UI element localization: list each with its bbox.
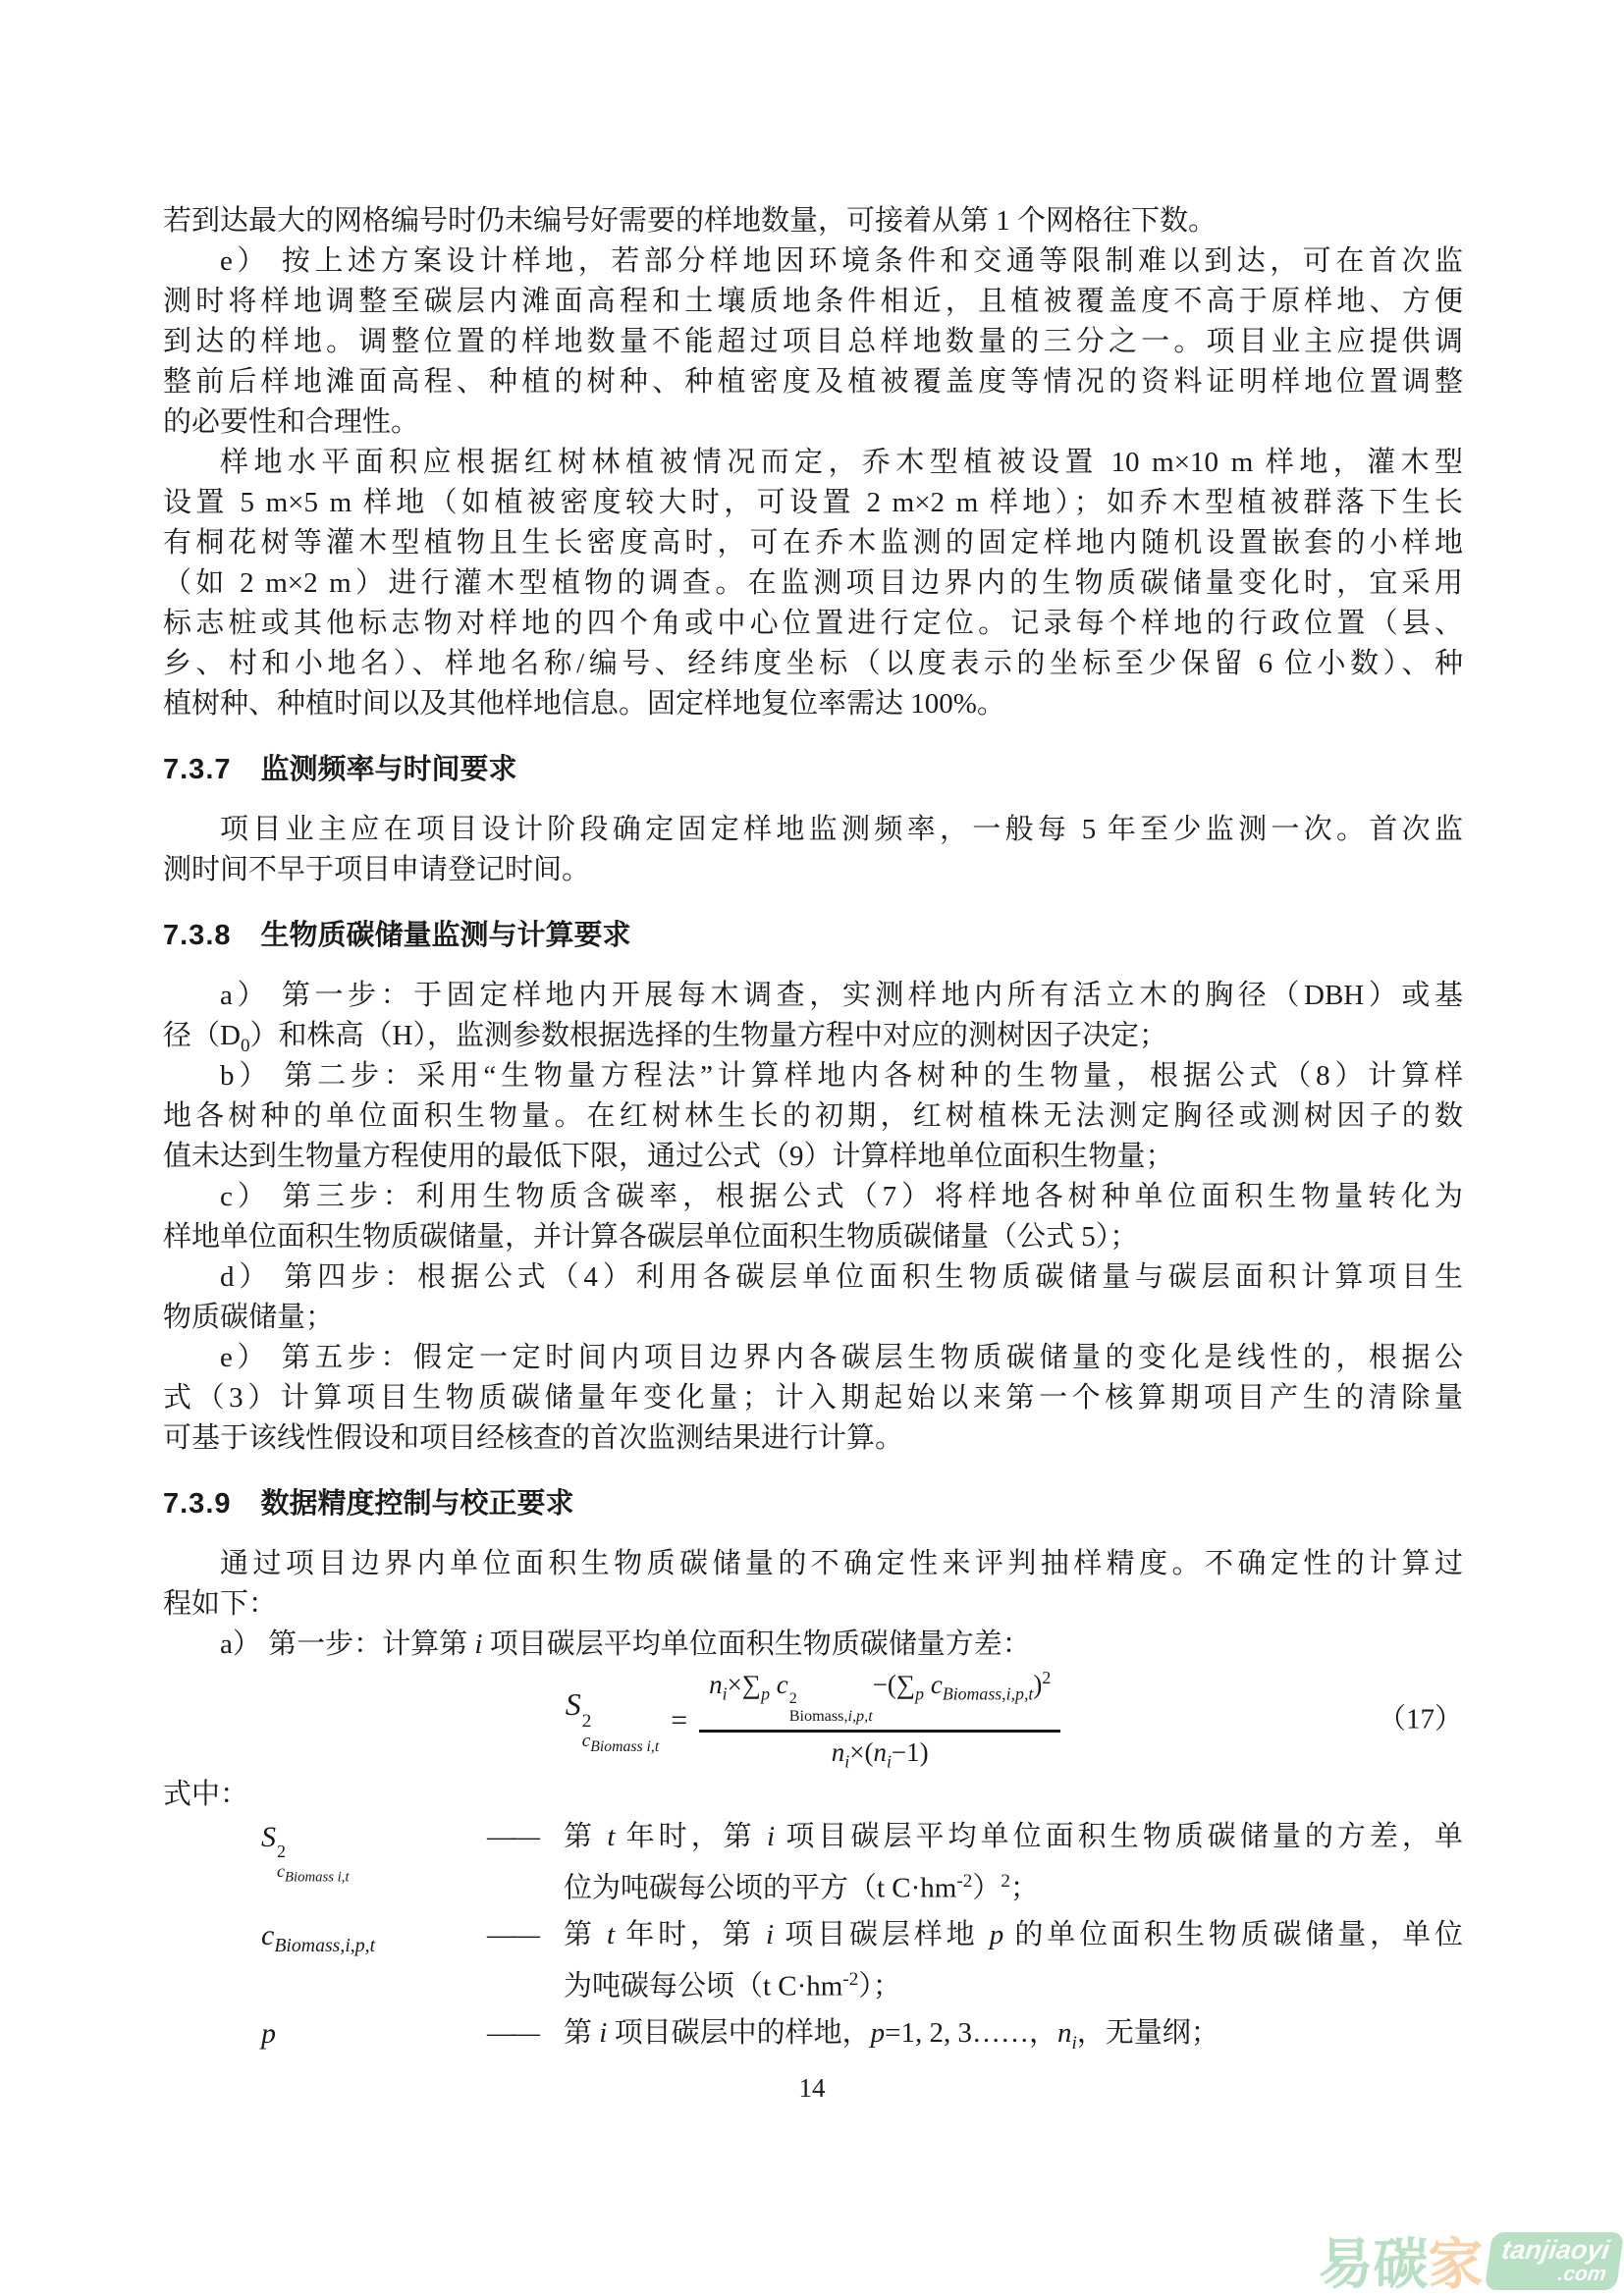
text-line: 整前后样地滩面高程、种植的树种、种植密度及植被覆盖度等情况的资料证明样地位置调整 xyxy=(163,366,1463,398)
definition-symbol: S 2 $c_{Biomass i,t}$ xyxy=(261,1821,350,1886)
paragraph xyxy=(163,1625,1463,1665)
section-title: 生物质碳储量监测与计算要求 xyxy=(260,920,631,951)
text-line: 设置 5 m×5 m 样地（如植被密度较大时，可设置 2 m×2 m 样地）；如乔木型植被群落下生长 xyxy=(163,487,1463,518)
paragraph xyxy=(163,1775,1463,1815)
section-heading xyxy=(163,1484,1463,1524)
text-line: 样地单位面积生物质碳储量，并计算各碳层单位面积生物质碳储量（公式 5）； xyxy=(163,1221,1139,1253)
text-line: 到达的样地。调整位置的样地数量不能超过项目总样地数量的三分之一。项目业主应提供调 xyxy=(163,326,1463,357)
numerator: $n_i\times\sum_p$ c 2 Biomass,i,p,t $-(\sum_p$ $c_{Biomass,i,p,t})^2$ xyxy=(699,1667,1060,1733)
paragraph xyxy=(163,241,1463,443)
text-line: （如 2 m×2 m）进行灌木型植物的调查。在监测项目边界内的生物质碳储量变化时，宜采用 xyxy=(163,567,1463,599)
formula-row xyxy=(163,1668,1463,1772)
text-line: 径$(D_0)$和株高（H），监测参数根据选择的生物量方程中对应的测树因子决定； xyxy=(163,1020,1167,1056)
text-line: 通过项目边界内单位面积生物质碳储量的不确定性来评判抽样精度。不确定性的计算过 xyxy=(220,1548,1463,1579)
watermark-badge-line1: tanjiaoyi xyxy=(1499,2235,1612,2265)
definition-line: 第 t 年时，第 i 项目碳层样地 p 的单位面积生物质碳储量，单位 xyxy=(564,1919,1463,1950)
text-line: 值未达到生物量方程使用的最低下限，通过公式（9）计算样地单位面积生物量； xyxy=(163,1141,1174,1172)
equation-number: （17） xyxy=(1377,1703,1463,1735)
paragraph xyxy=(163,1544,1463,1625)
text-line: c） 第三步：利用生物质含碳率，根据公式（7）将样地各树种单位面积生物量转化为 xyxy=(220,1181,1463,1212)
definition-text xyxy=(564,1815,1463,1903)
section-number: 7.3.8 xyxy=(163,920,232,951)
definition-text xyxy=(564,2011,1463,2056)
watermark-char-jia: 家 xyxy=(1428,2233,1484,2295)
section-heading xyxy=(163,916,1463,956)
paragraph xyxy=(163,1177,1463,1257)
paragraph xyxy=(163,443,1463,724)
text-line: 测时间不早于项目申请登记时间。 xyxy=(163,854,591,885)
text-line: b） 第二步：采用“生物量方程法”计算样地内各树种的生物量，根据公式（8）计算样 xyxy=(220,1060,1463,1092)
watermark-badge xyxy=(1485,2232,1624,2290)
text-line: 式中： xyxy=(163,1779,249,1810)
watermark-char-tan: 碳 xyxy=(1373,2233,1429,2295)
document-body xyxy=(163,201,1463,2065)
text-line: 乡、村和小地名）、样地名称/编号、经纬度坐标（以度表示的坐标至少保留 6 位小数）、种 xyxy=(163,648,1463,679)
definition-row xyxy=(163,2011,1463,2056)
page-number: 14 xyxy=(798,2073,826,2103)
text-line: 若到达最大的网格编号时仍未编号好需要的样地数量，可接着从第 1 个网格往下数。 xyxy=(163,205,1218,237)
text-line: a） 第一步：计算第 i 项目碳层平均单位面积生物质碳储量方差： xyxy=(220,1629,1031,1660)
text-line: 植树种、种植时间以及其他样地信息。固定样地复位率需达 100%。 xyxy=(163,688,1005,720)
watermark-logo xyxy=(1318,2232,1620,2294)
text-line: 项目业主应在项目设计阶段确定固定样地监测频率，一般每 5 年至少监测一次。首次监 xyxy=(220,814,1463,845)
section-heading xyxy=(163,750,1463,790)
definition-row xyxy=(163,1815,1463,1903)
text-line: a） 第一步：于固定样地内开展每木调查，实测样地内所有活立木的胸径（DBH）或基 xyxy=(220,980,1463,1011)
text-line: e） 第五步：假定一定时间内项目边界内各碳层生物质碳储量的变化是线性的，根据公 xyxy=(220,1342,1463,1373)
watermark-char-yi: 易 xyxy=(1318,2233,1374,2295)
text-line: 测时将样地调整至碳层内滩面高程和土壤质地条件相近，且植被覆盖度不高于原样地、方便 xyxy=(163,286,1463,317)
definition-line: 第 t 年时，第 i 项目碳层平均单位面积生物质碳储量的方差，单 xyxy=(564,1821,1463,1852)
definition-symbol: $c_{Biomass,i,p,t}$ xyxy=(261,1919,376,1956)
paragraph xyxy=(163,1338,1463,1459)
text-line: 可基于该线性假设和项目经核查的首次监测结果进行计算。 xyxy=(163,1422,904,1454)
text-line: 地各树种的单位面积生物量。在红树林生长的初期，红树植株无法测定胸径或测树因子的数 xyxy=(163,1100,1463,1132)
watermark-badge-line2: .com xyxy=(1556,2263,1608,2285)
definition-line: 为吨碳每公顷（t $C\cdot hm^{-2}$）； xyxy=(564,1969,901,2002)
definition-text xyxy=(564,1913,1463,2002)
paragraph xyxy=(163,201,1463,241)
formula xyxy=(566,1667,1061,1773)
text-line: 物质碳储量； xyxy=(163,1302,335,1333)
paragraph xyxy=(163,976,1463,1056)
definition-dash: —— xyxy=(487,2017,536,2049)
fraction xyxy=(699,1667,1060,1773)
section-title: 监测频率与时间要求 xyxy=(260,754,517,785)
text-line: 有桐花树等灌木型植物且生长密度高时，可在乔木监测的固定样地内随机设置嵌套的小样地 xyxy=(163,527,1463,559)
text-line: 标志桩或其他标志物对样地的四个角或中心位置进行定位。记录每个样地的行政位置（县、 xyxy=(163,608,1463,639)
section-number: 7.3.9 xyxy=(163,1488,232,1520)
text-line: e） 按上述方案设计样地，若部分样地因环境条件和交通等限制难以到达，可在首次监 xyxy=(220,245,1463,277)
section-number: 7.3.7 xyxy=(163,754,232,785)
paragraph xyxy=(163,1257,1463,1338)
text-line: 样地水平面积应根据红树林植被情况而定，乔木型植被设置 10 m×10 m 样地，灌木型 xyxy=(220,447,1463,478)
definition-dash: —— xyxy=(487,1919,536,1950)
definition-dash: —— xyxy=(487,1821,536,1852)
text-line: 程如下： xyxy=(163,1588,278,1620)
definition-symbol: p xyxy=(261,2017,276,2050)
text-line: 的必要性和合理性。 xyxy=(163,406,420,438)
text-line: d） 第四步：根据公式（4）利用各碳层单位面积生物质碳储量与碳层面积计算项目生 xyxy=(220,1261,1463,1293)
section-title: 数据精度控制与校正要求 xyxy=(260,1488,574,1520)
text-line: 式（3）计算项目生物质碳储量年变化量；计入期起始以来第一个核算期项目产生的清除量 xyxy=(163,1382,1463,1414)
definition-line: 位为吨碳每公顷的平方（t $C\cdot hm^{-2})^2$； xyxy=(564,1871,1039,1903)
definition-row xyxy=(163,1913,1463,2002)
paragraph xyxy=(163,1056,1463,1177)
paragraph xyxy=(163,810,1463,890)
equals-sign: = xyxy=(671,1703,688,1736)
denominator: $n_i\times(n_i-1)$ xyxy=(831,1737,929,1772)
definition-line: 第 i 项目碳层中的样地，p=1, 2, 3……，$n_i$，无量纲； xyxy=(564,2017,1219,2054)
formula-lhs: S 2 $c_{Biomass i,t}$ xyxy=(565,1685,660,1756)
